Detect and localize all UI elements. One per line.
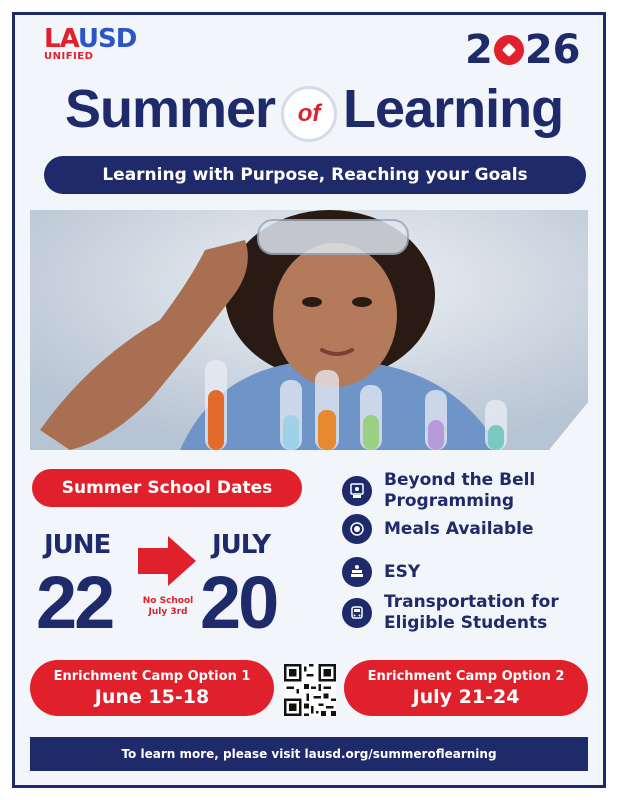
start-month: JUNE [44, 530, 111, 560]
feature-transportation [342, 592, 559, 634]
logo-usd: USD [77, 24, 137, 54]
footer-learn-more[interactable]: To learn more, please visit lausd.org/summeroflearning [30, 737, 588, 771]
qr-code[interactable] [284, 664, 336, 716]
enrichment-camp-option-2 [344, 660, 588, 716]
start-day: 22 [36, 561, 113, 644]
feature-line2: Eligible Students [384, 613, 548, 633]
student-science-photo [30, 210, 588, 450]
photo-illustration [30, 210, 588, 450]
camp-dates: July 21-24 [412, 685, 520, 708]
meal-icon [342, 514, 372, 544]
feature-line1: Beyond the Bell [384, 470, 536, 490]
summer-school-dates-label: Summer School Dates [32, 469, 302, 507]
logo-wordmark [44, 26, 154, 52]
feature-line2: Programming [384, 491, 515, 511]
no-school-line1: No School [142, 596, 194, 606]
books-icon [342, 557, 372, 587]
page-title [44, 74, 584, 144]
camp-label: Enrichment Camp Option 1 [53, 668, 251, 684]
year [465, 27, 581, 73]
camp-label: Enrichment Camp Option 2 [367, 668, 565, 684]
logo-la: LA [44, 24, 78, 54]
feature-text [384, 562, 420, 583]
title-learning: Learning [343, 79, 564, 139]
bus-icon [342, 598, 372, 628]
title-of: of [297, 100, 321, 127]
year-suffix: 26 [524, 27, 581, 73]
no-school-note [136, 596, 200, 618]
arrow-right-icon [138, 536, 196, 586]
bell-icon [342, 476, 372, 506]
feature-esy [342, 557, 420, 587]
logo-subtitle: UNIFIED [44, 51, 94, 62]
enrichment-camp-option-1 [30, 660, 274, 716]
feature-text [384, 470, 535, 512]
feature-meals [342, 514, 534, 544]
camp-dates: June 15-18 [94, 685, 210, 708]
of-badge [281, 86, 337, 142]
feature-text [384, 519, 534, 540]
feature-line1: Transportation for [384, 592, 559, 612]
end-month: JULY [212, 530, 271, 560]
no-school-line2: July 3rd [148, 607, 188, 617]
tagline: Learning with Purpose, Reaching your Goals [44, 156, 586, 194]
feature-text [384, 592, 559, 634]
end-day: 20 [200, 561, 277, 644]
feature-line1: Meals Available [384, 518, 534, 539]
lausd-logo [44, 26, 154, 66]
feature-beyond-the-bell [342, 470, 535, 512]
feature-line1: ESY [384, 561, 421, 582]
title-summer: Summer [64, 79, 276, 139]
soccer-ball-icon [494, 35, 524, 65]
year-prefix: 2 [465, 27, 493, 73]
